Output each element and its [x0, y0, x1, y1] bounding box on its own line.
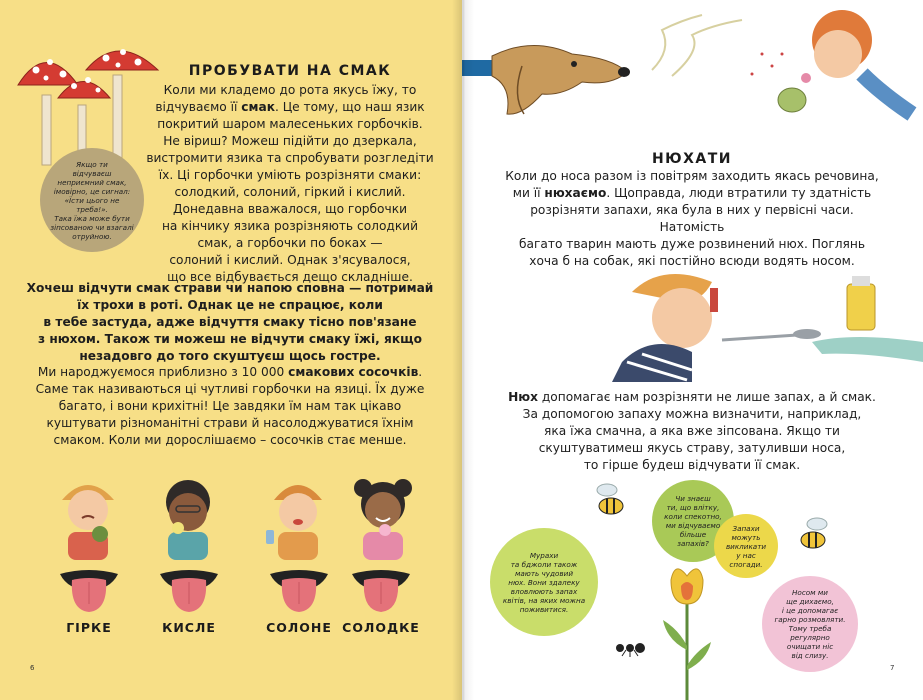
sour-tongue-icon — [158, 568, 220, 616]
summer-smells-bubble: Чи знаєш ти, що влітку, коли спекотно, ми відчуваємо більше запахів? — [652, 480, 734, 562]
ant-icon — [612, 636, 652, 658]
sweet-tongue-icon — [350, 568, 412, 616]
smell-keyword: нюхаємо — [544, 186, 607, 200]
taste-label-sour: КИСЛЕ — [162, 620, 216, 635]
flower-illustration — [657, 560, 717, 700]
boy-pinching-nose-illustration — [612, 262, 923, 382]
nose-breathing-bubble: Носом ми ще дихаємо, і це допомагає гарно розмовляти. Тому треба регулярно очищати ніс від слизу. — [762, 576, 858, 672]
bitter-tongue-icon — [58, 568, 120, 616]
bee-left-icon — [587, 476, 637, 526]
book-gutter — [452, 0, 474, 700]
smell-taste-paragraph: Нюх допомагає нам розрізняти не лише запах, а й смак. За допомогою запаху можна визначити, наприклад, яка їжа смачна, а яка вже зіпсована. Якщо ти скуштуватимеш якусь страву, затуливши носа, то гірше будеш відчувати її смак. — [508, 390, 876, 472]
sweet-kid-illustration — [343, 468, 423, 562]
taste-heading: ПРОБУВАТИ НА СМАК — [188, 63, 392, 79]
bee-right-icon — [787, 510, 837, 560]
salty-tongue-icon — [268, 568, 330, 616]
papillae-paragraph: Ми народжуємося приблизно з 10 000 смакових сосочків. Саме так називаються ці чутливі горбочки на язиці. Їх дуже багато, і вони крихітні! Це завдяки їм нам так цікаво куштувати різноманітні страви й насолоджуватися їхнім смаком. Коли ми дорослішаємо – сосочків стає менше. — [35, 365, 425, 447]
memories-bubble: Запахи можуть викликати у нас спогади. — [714, 514, 778, 578]
smell-intro-paragraph: Коли до носа разом із повітрям заходить якась речовина, ми її нюхаємо. Щоправда, люди втратили ту здатність розрізняти запахи, яка була в них у первісні часи. Натомість багато тварин мають дуже розвинений нюх. Поглянь хоча б на собак, які постійно всюди водять носом. — [505, 169, 879, 268]
sour-kid-illustration — [148, 472, 228, 562]
papillae-keyword: смакових сосочків — [288, 365, 419, 379]
taste-label-sweet: СОЛОДКЕ — [342, 620, 420, 635]
sniffing-dog-illustration — [462, 36, 642, 126]
taste-keyword: смак — [241, 100, 275, 114]
page-number-right: 7 — [890, 664, 895, 672]
taste-label-salty: СОЛОНЕ — [266, 620, 332, 635]
page-number-left: 6 — [30, 664, 35, 672]
smell-taste-keyword: Нюх — [508, 390, 538, 404]
hold-in-mouth-paragraph: Хочеш відчути смак страви чи напою сповна — потримай їх трохи в роті. Однак це не спрацює, коли в тебе застуда, адже відчуття смаку тісно пов'язане з нюхом. Також ти можеш не відчути смаку їжі, якщо незадовго до того скуштуєш щось гостре. — [26, 281, 434, 363]
right-page — [462, 0, 923, 700]
taste-intro-paragraph: Коли ми кладемо до рота якусь їжу, то відчуваємо її смак. Це тому, що наш язик покритий шаром малесеньких горбочків. Не віриш? Можеш підійти до дзеркала, вистромити язика та спробувати розгледіти їх. Ці горбочки уміють розрізняти смаки: солодкий, солоний, гіркий і кислий. Донедавна вважалося, що горбочки на кінчику язика розрізняють солодкий смак, а горбочки по боках — солоний і кислий. Однак з'ясувалося, що все відбувається дещо складніше. — [146, 83, 434, 284]
taste-label-bitter: ГІРКЕ — [66, 620, 112, 635]
smell-heading: НЮХАТИ — [651, 151, 733, 167]
warning-bubble: Якщо ти відчуваєш неприємний смак, імовірно, це сигнал: «Їсти цього не треба!». Така їжа може бути зіпсованою чи взагалі отруйною. — [40, 148, 144, 252]
salty-kid-illustration — [258, 472, 338, 562]
bitter-kid-illustration — [48, 472, 128, 562]
ants-bees-bubble: Мурахи та бджоли також мають чудовий нюх. Вони здалеку вловлюють запах квітів, на яких можна поживитися. — [490, 528, 598, 636]
boy-with-perfume-illustration — [742, 4, 922, 124]
